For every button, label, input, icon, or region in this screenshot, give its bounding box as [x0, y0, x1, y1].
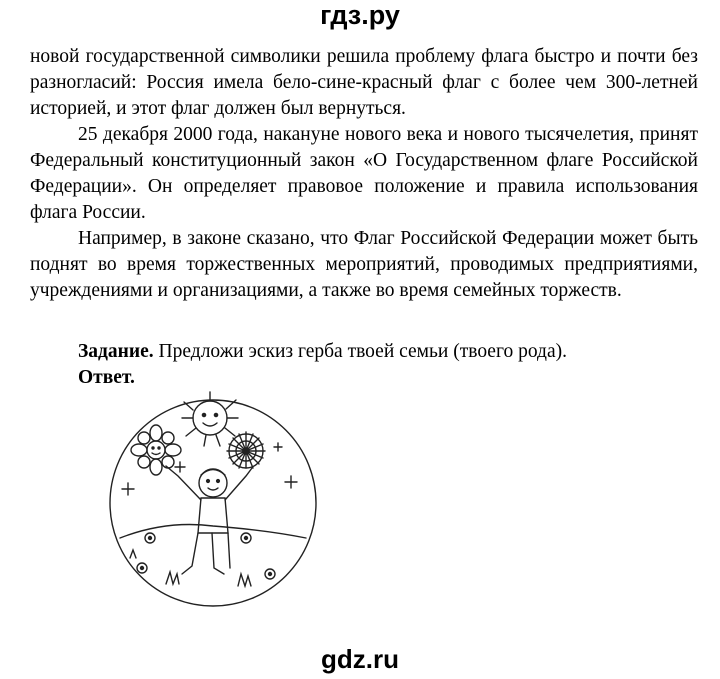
sun-icon	[182, 392, 238, 446]
site-header: гдз.ру	[320, 0, 400, 30]
paragraph-3: Например, в законе сказано, что Флаг Российской Федерации может быть поднят во время торжественных мероприятий, проводимых предприятиями, учреждениями и организациями, а также во время семейных торжеств.	[30, 228, 698, 301]
family-emblem-drawing	[106, 388, 320, 618]
ground-line	[120, 525, 306, 539]
emblem-circle	[110, 400, 316, 606]
paragraph-2: 25 декабря 2000 года, накануне нового века и нового тысячелетия, принят Федеральный конституционный закон «О Государственном флаге Российской Федерации». Он определяет правовое положение и правила использования флага России.	[30, 124, 698, 223]
boy-figure-icon	[166, 466, 252, 574]
answer-label: Ответ.	[78, 367, 135, 388]
small-flowers-icon	[137, 533, 275, 579]
task-label: Задание.	[78, 341, 154, 362]
paragraph-1: новой государственной символики решила проблему флага быстро и почти без разногласий: Россия имела бело-сине-красный флаг с более чем 300-летней историей, и этот флаг должен был вернуться.	[30, 46, 698, 119]
task-text: Предложи эскиз герба твоей семьи (твоего рода).	[153, 341, 567, 362]
body-text	[30, 44, 698, 304]
site-footer: gdz.ru	[321, 644, 399, 674]
flower-right-icon	[227, 432, 265, 468]
task-line	[78, 339, 567, 365]
